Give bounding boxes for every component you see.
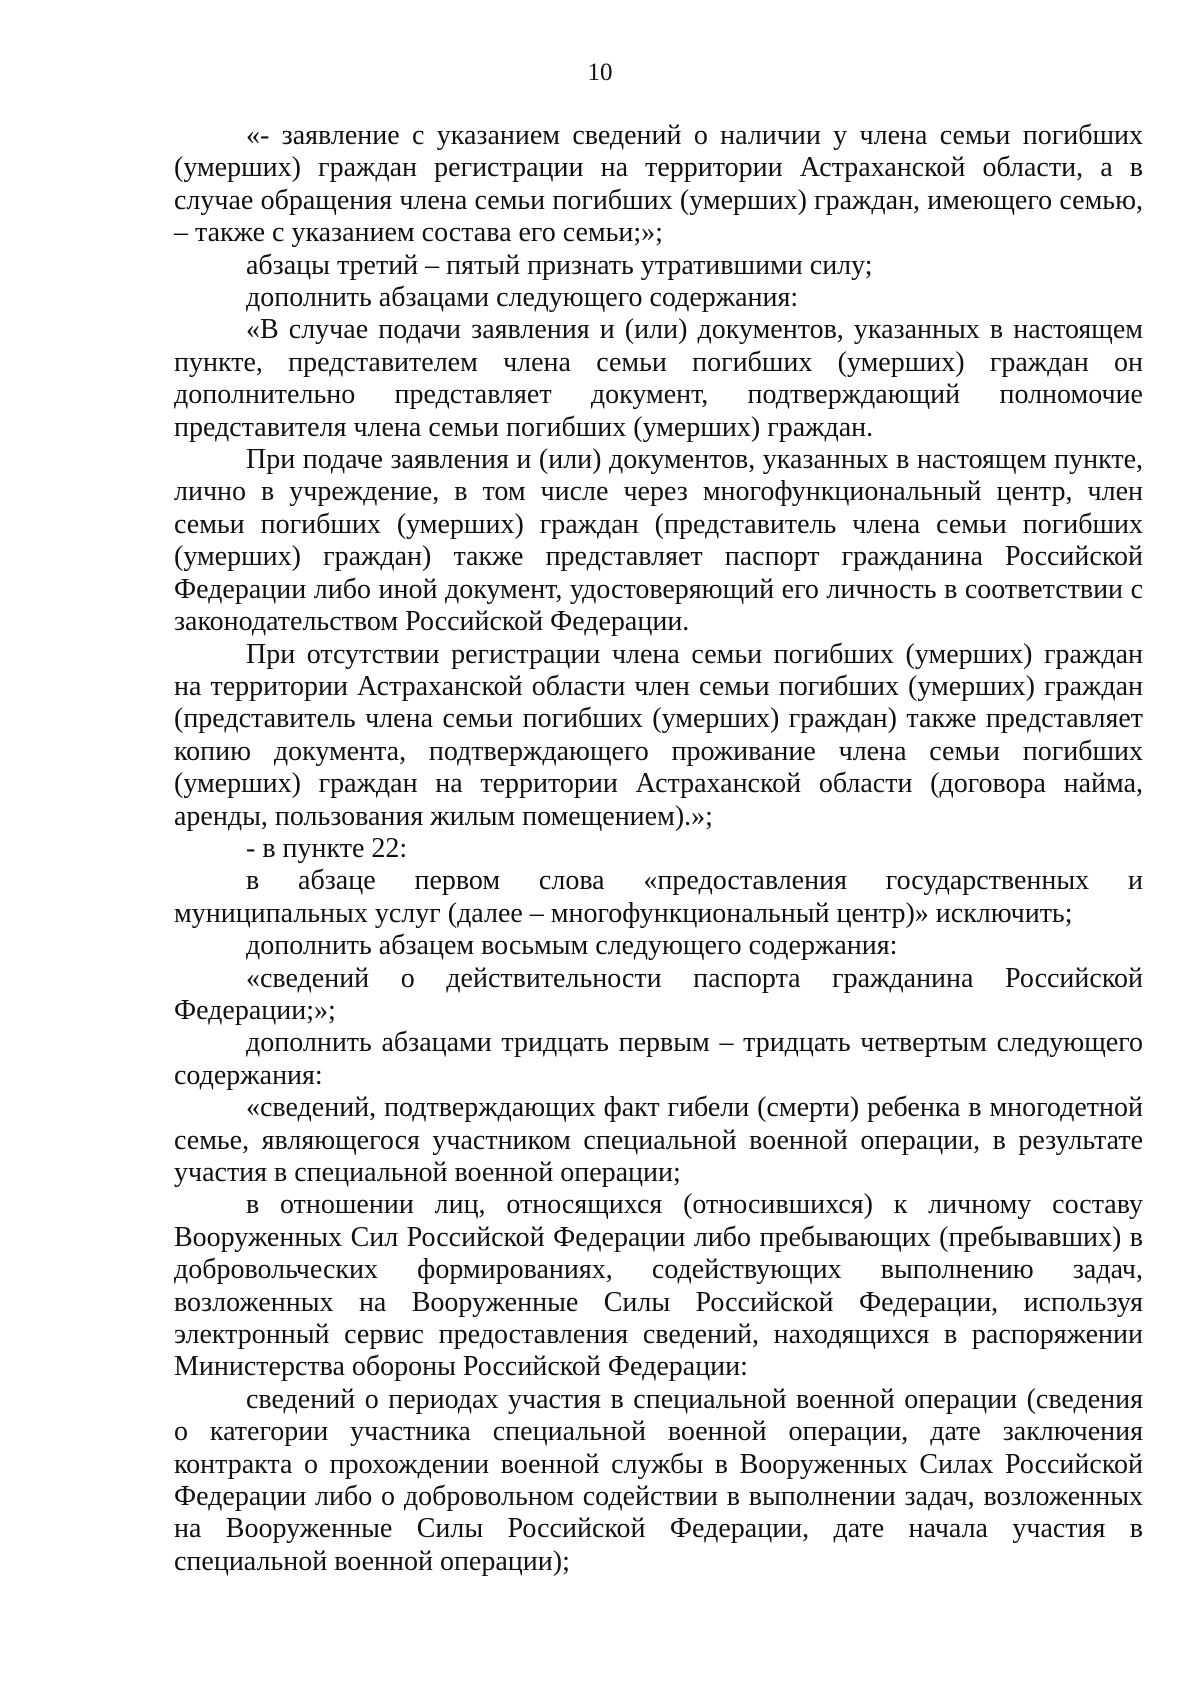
paragraph: «сведений, подтверждающих факт гибели (смерти) ребенка в многодетной семье, являющегося участником специальной военной операции, в результате участия в специальной военной операции; <box>174 1092 1143 1188</box>
paragraph: сведений о периодах участия в специальной военной операции (сведения о категории участника специальной военной операции, дате заключения контракта о прохождении военной службы в Вооруженных Силах Российской Федерации либо о добровольном содействии в выполнении задач, возложенных на Вооруженные Силы Российской Федерации, дате начала участия в специальной военной операции); <box>174 1383 1143 1577</box>
paragraph: «В случае подачи заявления и (или) документов, указанных в настоящем пункте, представителем члена семьи погибших (умерших) граждан он дополнительно представляет документ, подтверждающий полномочие представителя члена семьи погибших (умерших) граждан. <box>174 314 1143 443</box>
document-body <box>174 120 1143 1578</box>
paragraph: дополнить абзацем восьмым следующего содержания: <box>246 930 898 962</box>
paragraph: При отсутствии регистрации члена семьи погибших (умерших) граждан на территории Астраханской области член семьи погибших (умерших) граждан (представитель члена семьи погибших (умерших) граждан) также представляет копию документа, подтверждающего проживание члена семьи погибших (умерших) граждан на территории Астраханской области (договора найма, аренды, пользования жилым помещением).»; <box>174 638 1143 832</box>
paragraph: дополнить абзацами тридцать первым – тридцать четвертым следующего содержания: <box>174 1027 1143 1091</box>
paragraph: дополнить абзацами следующего содержания: <box>246 282 799 314</box>
paragraph: «сведений о действительности паспорта гражданина Российской Федерации;»; <box>174 962 1143 1026</box>
paragraph: При подаче заявления и (или) документов, указанных в настоящем пункте, лично в учреждение, в том числе через многофункциональный центр, член семьи погибших (умерших) граждан (представитель члена семьи погибших (умерших) граждан) также представляет паспорт гражданина Российской Федерации либо иной документ, удостоверяющий его личность в соответствии с законодательством Российской Федерации. <box>174 444 1143 638</box>
paragraph: абзацы третий – пятый признать утратившими силу; <box>246 249 873 281</box>
paragraph: - в пункте 22: <box>246 832 408 864</box>
page-number: 10 <box>587 59 613 86</box>
paragraph: в отношении лиц, относящихся (относившихся) к личному составу Вооруженных Сил Российской Федерации либо пребывающих (пребывавших) в добровольческих формированиях, содействующих выполнению задач, возложенных на Вооруженные Силы Российской Федерации, используя электронный сервис предоставления сведений, находящихся в распоряжении Министерства обороны Российской Федерации: <box>174 1189 1143 1383</box>
paragraph: «- заявление с указанием сведений о наличии у члена семьи погибших (умерших) граждан регистрации на территории Астраханской области, а в случае обращения члена семьи погибших (умерших) граждан, имеющего семью, – также с указанием состава его семьи;»; <box>174 120 1143 249</box>
paragraph: в абзаце первом слова «предоставления государственных и муниципальных услуг (далее – многофункциональный центр)» исключить; <box>174 865 1143 929</box>
